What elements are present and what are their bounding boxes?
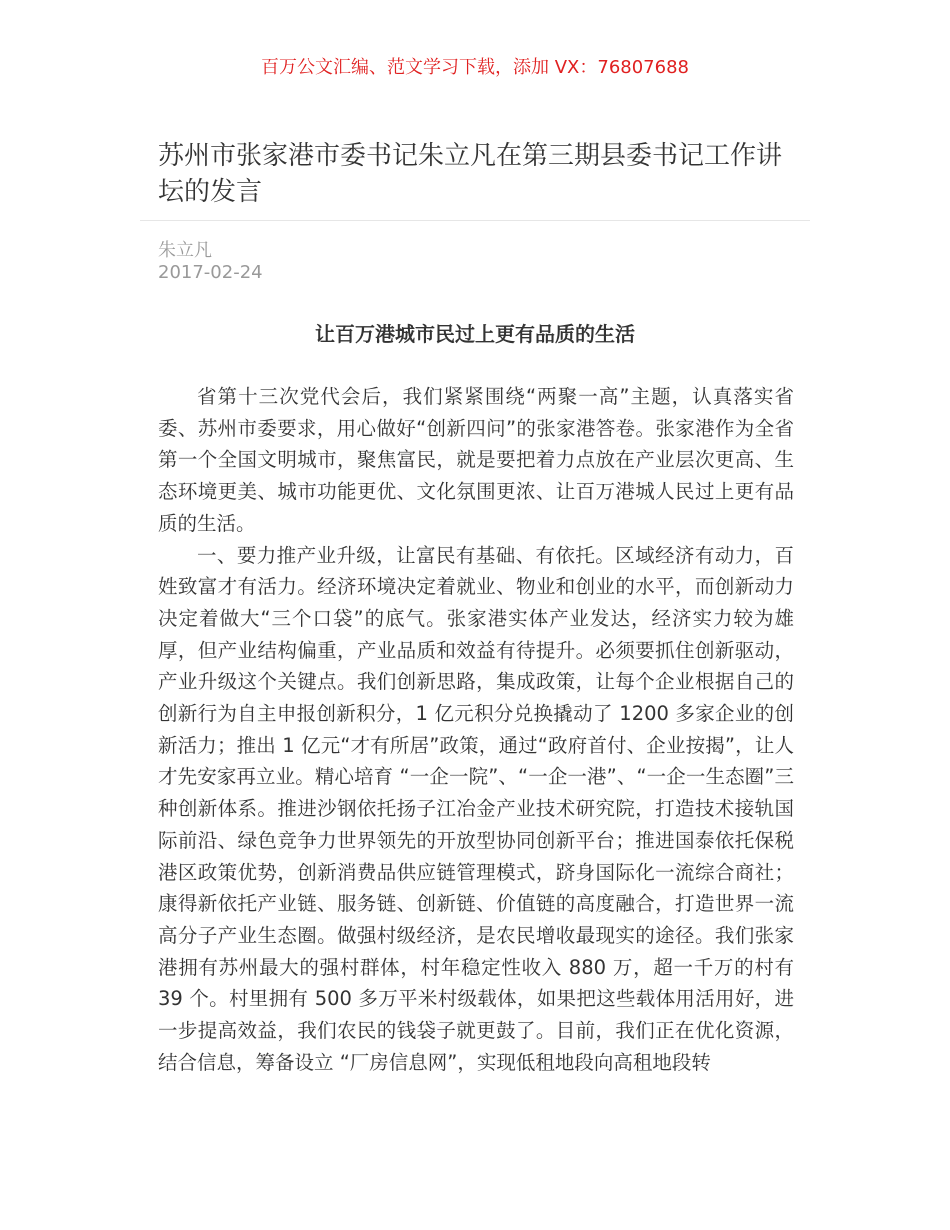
body-paragraph: 省第十三次党代会后，我们紧紧围绕“两聚一高”主题，认真落实省委、苏州市委要求，用心做好“创新四问”的张家港答卷。张家港作为全省第一个全国文明城市，聚焦富民，就是要把着力点放在产业层次更高、生态环境更美、城市功能更优、文化氛围更浓、让百万港城人民过上更有品质的生活。: [158, 385, 794, 535]
promo-banner: 百万公文汇编、范文学习下载，添加 VX：76807688: [261, 57, 689, 78]
body-paragraph: 一、要力推产业升级，让富民有基础、有依托。区域经济有动力，百姓致富才有活力。经济环境决定着就业、物业和创业的水平，而创新动力决定着做大“三个口袋”的底气。张家港实体产业发达，经济实力较为雄厚，但产业结构偏重，产业品质和效益有待提升。必须要抓住创新驱动，产业升级这个关键点。我们创新思路，集成政策，让每个企业根据自己的创新行为自主申报创新积分，1 亿元积分兑换撬动了 1200 多家企业的创新活力；推出 1 亿元“才有所居”政策，通过“政府首付、企业按揭”，让人才先安家再立业。精心培育 “一企一院”、“一企一港”、“一企一生态圈”三种创新体系。推进沙钢依托扬子江冶金产业技术研究院，打造技术接轨国际前沿、绿色竞争力世界领先的开放型协同创新平台；推进国泰依托保税港区政策优势，创新消费品供应链管理模式，跻身国际化一流综合商社；康得新依托产业链、服务链、创新链、价值链的高度融合，打造世界一流高分子产业生态圈。做强村级经济，是农民增收最现实的途径。我们张家港拥有苏州最大的强村群体，村年稳定性收入 880 万，超一千万的村有 39 个。村里拥有 500 多万平米村级载体，如果把这些载体用活用好，进一步提高效益，我们农民的钱袋子就更鼓了。目前，我们正在优化资源，结合信息，筹备设立 “厂房信息网”，实现低租地段向高租地段转: [158, 543, 794, 1074]
article-date: 2017-02-24: [158, 262, 263, 283]
article-body: [158, 381, 794, 1078]
title-divider: [140, 220, 810, 221]
article-subheading: 让百万港城市民过上更有品质的生活: [315, 322, 635, 346]
article-author: 朱立凡: [158, 240, 212, 261]
article-title: 苏州市张家港市委书记朱立凡在第三期县委书记工作讲坛的发言: [158, 141, 783, 207]
